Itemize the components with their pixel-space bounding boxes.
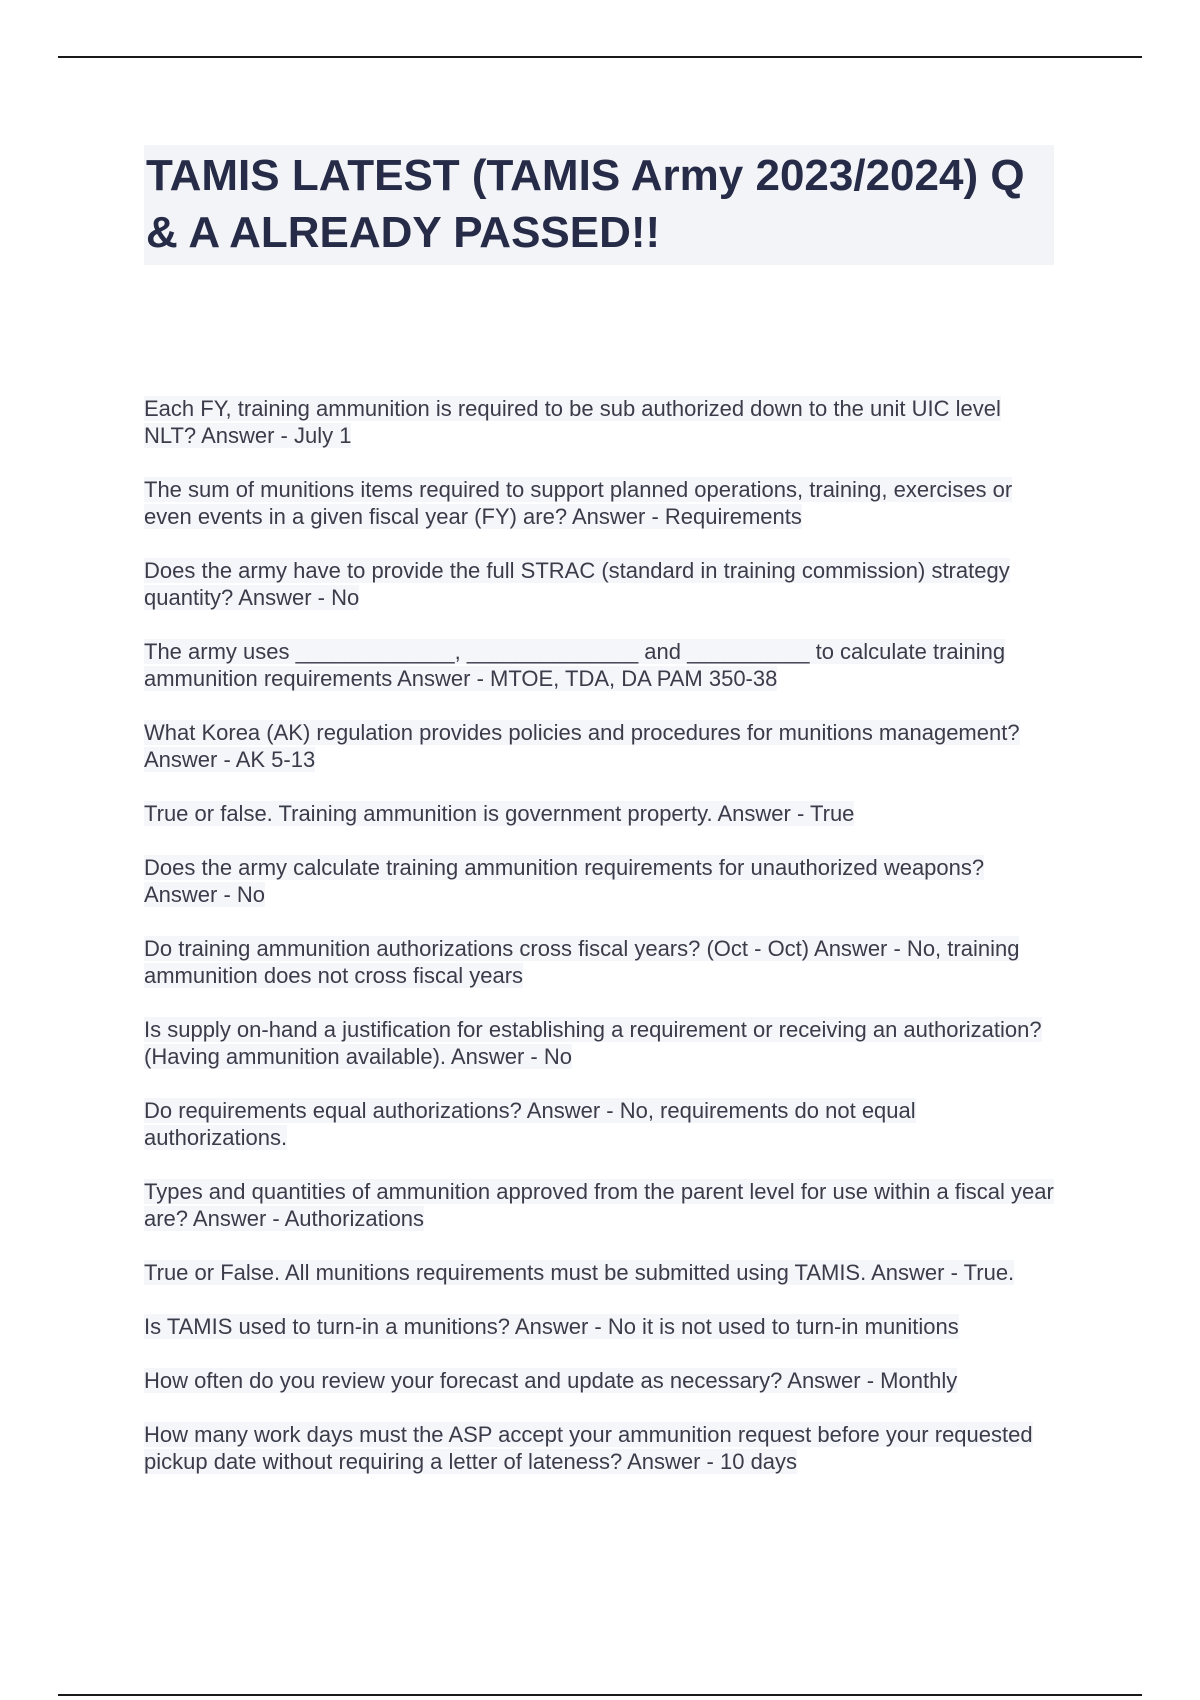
qa-item bbox=[144, 1178, 1054, 1232]
qa-text: Do training ammunition authorizations cross fiscal years? (Oct - Oct) Answer - No, training ammunition does not cross fiscal years bbox=[144, 936, 1020, 988]
qa-item bbox=[144, 1367, 1054, 1394]
qa-item bbox=[144, 1313, 1054, 1340]
qa-text: How many work days must the ASP accept your ammunition request before your requested pickup date without requiring a letter of lateness? Answer - 10 days bbox=[144, 1422, 1033, 1474]
qa-item bbox=[144, 719, 1054, 773]
qa-text: Types and quantities of ammunition approved from the parent level for use within a fiscal year are? Answer - Authorizations bbox=[144, 1179, 1054, 1231]
qa-text: Is TAMIS used to turn-in a munitions? Answer - No it is not used to turn-in munitions bbox=[144, 1314, 959, 1339]
qa-text: Does the army calculate training ammunition requirements for unauthorized weapons? Answer - No bbox=[144, 855, 985, 907]
bottom-rule bbox=[58, 1694, 1142, 1696]
title-block bbox=[144, 145, 1054, 265]
qa-item bbox=[144, 935, 1054, 989]
qa-text: How often do you review your forecast and update as necessary? Answer - Monthly bbox=[144, 1368, 958, 1393]
qa-text: Is supply on-hand a justification for establishing a requirement or receiving an authorization? (Having ammunition available). Answer - No bbox=[144, 1017, 1042, 1069]
top-rule bbox=[58, 56, 1142, 58]
qa-item bbox=[144, 1097, 1054, 1151]
qa-item bbox=[144, 1016, 1054, 1070]
qa-text: The army uses _____________, ______________ and __________ to calculate training ammunition requirements Answer - MTOE, TDA, DA PAM 350-38 bbox=[144, 639, 1006, 691]
document-title: TAMIS LATEST (TAMIS Army 2023/2024) Q & A ALREADY PASSED!! bbox=[146, 151, 1025, 257]
qa-item bbox=[144, 854, 1054, 908]
qa-text: Does the army have to provide the full STRAC (standard in training commission) strategy quantity? Answer - No bbox=[144, 558, 1010, 610]
qa-text: True or false. Training ammunition is government property. Answer - True bbox=[144, 801, 855, 826]
qa-text: True or False. All munitions requirements must be submitted using TAMIS. Answer - True. bbox=[144, 1260, 1015, 1285]
qa-list bbox=[144, 395, 1054, 1502]
qa-text: Do requirements equal authorizations? Answer - No, requirements do not equal authorizations. bbox=[144, 1098, 916, 1150]
qa-text: The sum of munitions items required to support planned operations, training, exercises or even events in a given fiscal year (FY) are? Answer - Requirements bbox=[144, 477, 1013, 529]
qa-text: What Korea (AK) regulation provides policies and procedures for munitions management? Answer - AK 5-13 bbox=[144, 720, 1020, 772]
qa-item bbox=[144, 1259, 1054, 1286]
qa-item bbox=[144, 638, 1054, 692]
qa-item bbox=[144, 557, 1054, 611]
qa-item bbox=[144, 395, 1054, 449]
qa-item bbox=[144, 1421, 1054, 1475]
qa-item bbox=[144, 800, 1054, 827]
qa-item bbox=[144, 476, 1054, 530]
qa-text: Each FY, training ammunition is required to be sub authorized down to the unit UIC level NLT? Answer - July 1 bbox=[144, 396, 1001, 448]
